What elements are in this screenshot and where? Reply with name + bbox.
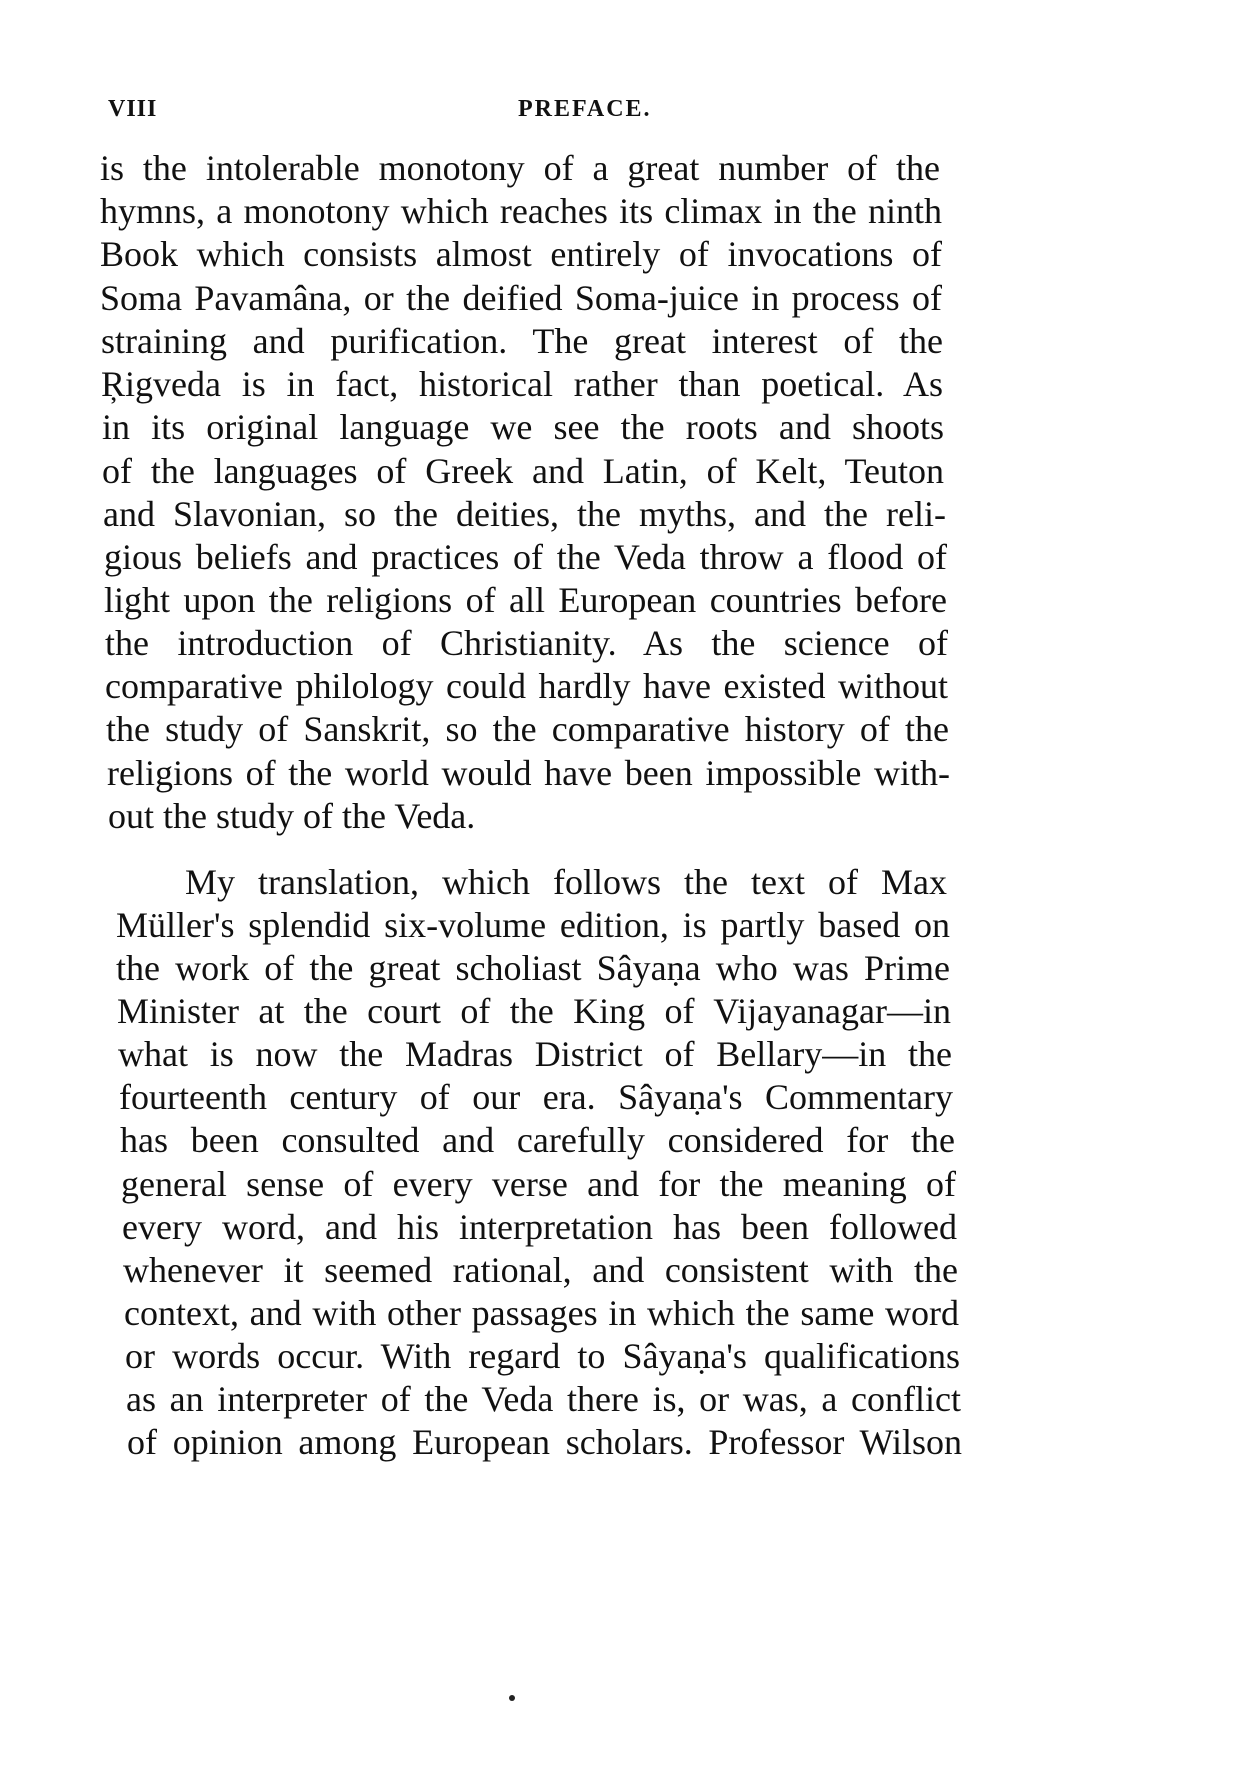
text-line: religions of the world would have been impossible with- xyxy=(107,753,950,793)
text-line: light upon the religions of all European countries before xyxy=(104,580,947,620)
text-line: fourteenth century of our era. Sâyaṇa's Commentary xyxy=(119,1077,953,1117)
text-line: out the study of the Veda. xyxy=(108,796,476,836)
text-line: has been consulted and carefully considered for the xyxy=(120,1120,955,1160)
text-line: as an interpreter of the Veda there is, or was, a conflict xyxy=(126,1379,961,1419)
page-header xyxy=(108,96,1068,126)
text-line: Soma Pavamâna, or the deified Soma-juice in process of xyxy=(100,278,942,318)
text-line: hymns, a monotony which reaches its climax in the ninth xyxy=(100,191,942,231)
text-line: Minister at the court of the King of Vijayanagar—in xyxy=(117,991,951,1031)
running-title: PREFACE. xyxy=(518,96,652,122)
text-line: whenever it seemed rational, and consistent with the xyxy=(123,1250,958,1290)
text-line: gious beliefs and practices of the Veda throw a flood of xyxy=(104,537,947,577)
text-line: and Slavonian, so the deities, the myths, and the reli- xyxy=(103,494,946,534)
text-line: general sense of every verse and for the meaning of xyxy=(121,1164,956,1204)
text-line: Müller's splendid six-volume edition, is partly based on xyxy=(116,905,950,945)
text-line: of opinion among European scholars. Professor Wilson xyxy=(127,1422,962,1462)
text-line: what is now the Madras District of Bellary—in the xyxy=(118,1034,952,1074)
page-number: VIII xyxy=(108,96,158,122)
text-line: My translation, which follows the text of Max xyxy=(185,862,947,902)
printer-mark xyxy=(509,1695,515,1701)
text-line: the work of the great scholiast Sâyaṇa who was Prime xyxy=(116,948,950,988)
text-line: of the languages of Greek and Latin, of Kelt, Teuton xyxy=(102,451,944,491)
text-line: every word, and his interpretation has been followed xyxy=(122,1207,957,1247)
text-line: comparative philology could hardly have existed without xyxy=(105,666,948,706)
text-line: the introduction of Christianity. As the science of xyxy=(105,623,948,663)
text-line: is the intolerable monotony of a great number of the xyxy=(100,148,940,188)
text-line: in its original language we see the roots and shoots xyxy=(102,407,944,447)
text-line: Ŗigveda is in fact, historical rather than poetical. As xyxy=(101,364,943,404)
text-line: the study of Sanskrit, so the comparative history of the xyxy=(106,709,949,749)
text-line: or words occur. With regard to Sâyaṇa's qualifications xyxy=(125,1336,960,1376)
text-line: straining and purification. The great interest of the xyxy=(101,321,943,361)
text-line: Book which consists almost entirely of invocations of xyxy=(100,234,942,274)
text-line: context, and with other passages in which the same word xyxy=(124,1293,959,1333)
